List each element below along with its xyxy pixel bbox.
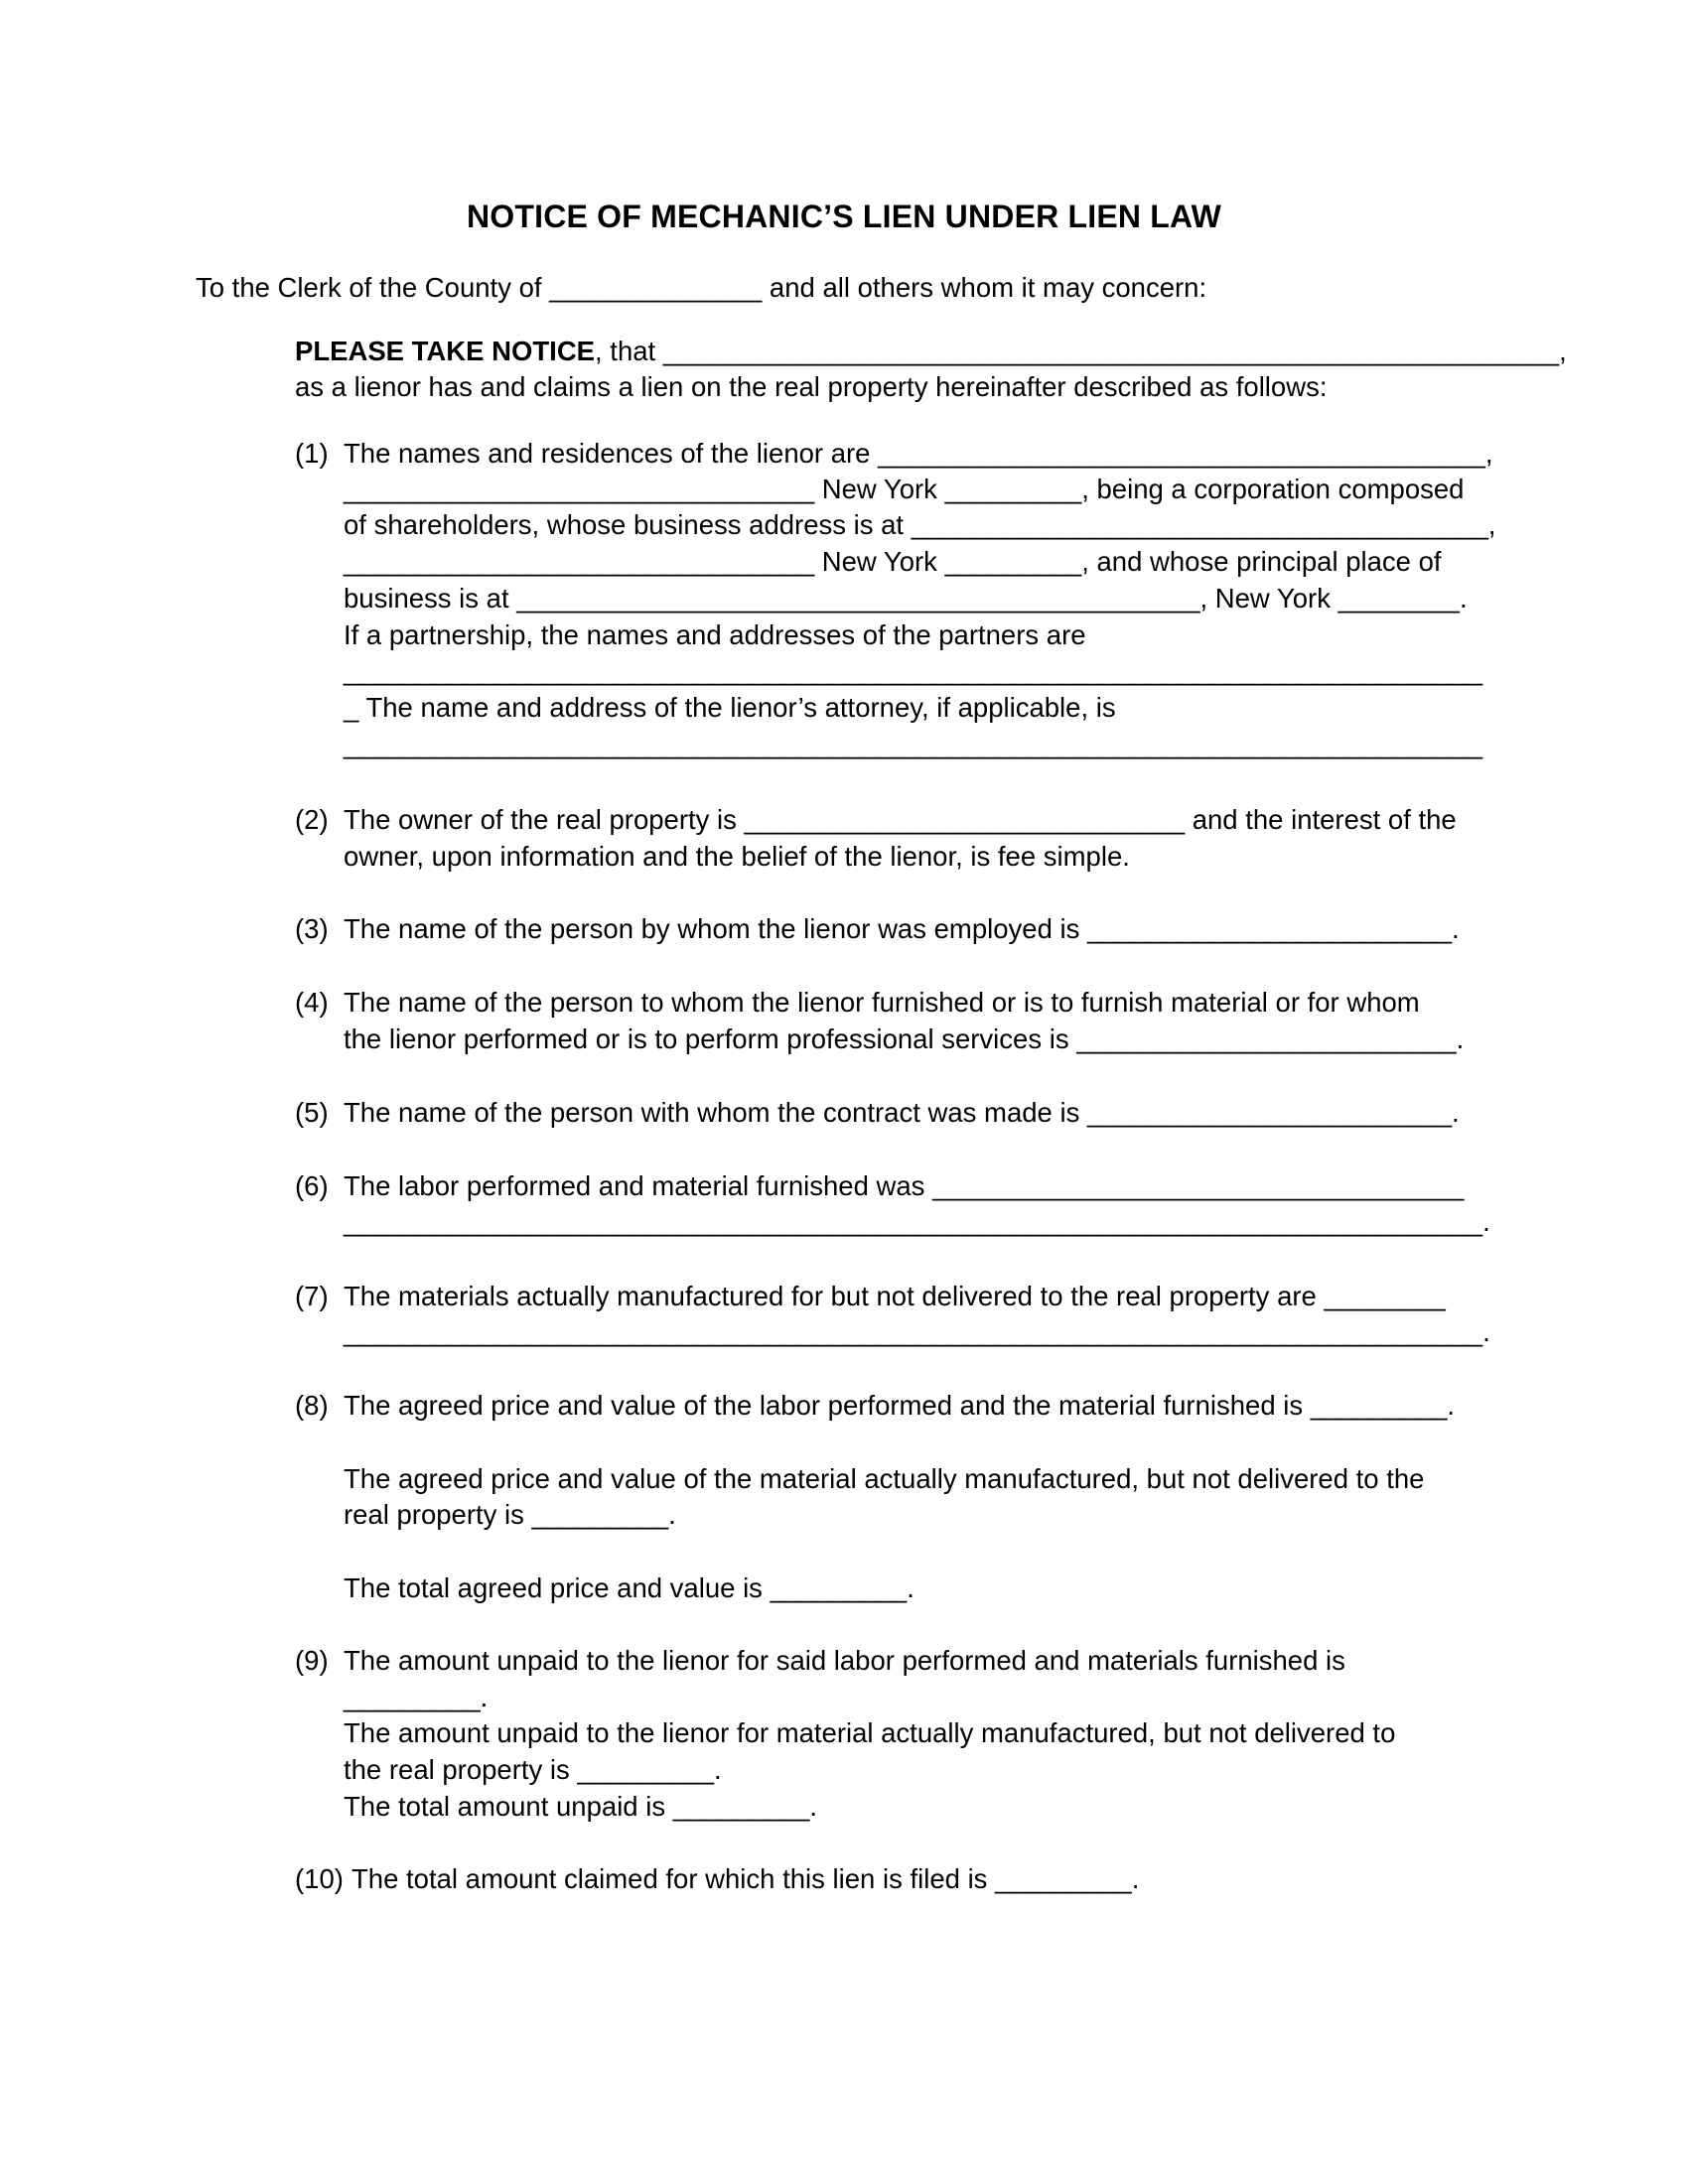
item-1-line-8: _ The name and address of the lienor’s attorney, if applicable, is (344, 692, 1116, 723)
page-title: NOTICE OF MECHANIC’S LIEN UNDER LIEN LAW (467, 199, 1221, 234)
item-1-line-2: _______________________________ New York _________, being a corporation composed (344, 474, 1465, 504)
item-9-line-4: the real property is _________. (344, 1754, 722, 1785)
item-6-number: (6) (295, 1170, 329, 1201)
item-7-number: (7) (295, 1281, 329, 1311)
item-3-line-1: The name of the person by whom the lienor was employed is ________________________. (344, 913, 1460, 944)
notice-line-1 (295, 334, 1567, 369)
addressee-line: To the Clerk of the County of ______________ and all others whom it may concern: (196, 272, 1207, 303)
item-1-line-1: The names and residences of the lienor are ________________________________________, (344, 438, 1493, 469)
item-9-number: (9) (295, 1645, 329, 1676)
item-6-line-1: The labor performed and material furnished was ___________________________________ (344, 1170, 1465, 1201)
item-7-line-1: The materials actually manufactured for but not delivered to the real property are ________ (344, 1281, 1446, 1311)
item-8-line-1: The agreed price and value of the labor performed and the material furnished is _________. (344, 1390, 1456, 1421)
item-1-number: (1) (295, 438, 329, 469)
item-10-line-1: The total amount claimed for which this lien is filed is _________. (352, 1863, 1140, 1894)
item-1-line-3: of shareholders, whose business address is at ______________________________________, (344, 509, 1496, 540)
item-1-line-7: ___________________________________________________________________________ (344, 655, 1483, 686)
item-2-number: (2) (295, 804, 329, 835)
item-1-line-9: ___________________________________________________________________________ (344, 729, 1483, 759)
item-9-line-2: _________. (344, 1682, 489, 1712)
notice-bold-lead: PLEASE TAKE NOTICE (295, 336, 596, 366)
item-4-line-2: the lienor performed or is to perform professional services is _________________________. (344, 1024, 1465, 1054)
item-1-line-5: business is at _____________________________________________, New York ________. (344, 583, 1468, 614)
item-4-number: (4) (295, 987, 329, 1018)
notice-line-1-rest: , that ___________________________________________________________, (595, 336, 1567, 366)
item-3-number: (3) (295, 913, 329, 944)
item-2-line-2: owner, upon information and the belief of the lienor, is fee simple. (344, 841, 1130, 872)
item-1-line-4: _______________________________ New York _________, and whose principal place of (344, 546, 1442, 577)
item-1-line-6: If a partnership, the names and addresses of the partners are (344, 619, 1086, 650)
item-8-line-3: real property is _________. (344, 1499, 676, 1530)
item-7-line-2: ___________________________________________________________________________. (344, 1316, 1490, 1347)
item-4-line-1: The name of the person to whom the lienor furnished or is to furnish material or for whom (344, 987, 1420, 1018)
item-6-line-2: ___________________________________________________________________________. (344, 1206, 1490, 1237)
item-9-line-5: The total amount unpaid is _________. (344, 1791, 818, 1822)
item-9-line-1: The amount unpaid to the lienor for said labor performed and materials furnished is (344, 1645, 1345, 1676)
item-8-line-4: The total agreed price and value is _________. (344, 1572, 914, 1603)
item-8-number: (8) (295, 1390, 329, 1421)
item-10-number: (10) (295, 1863, 344, 1894)
notice-line-2: as a lienor has and claims a lien on the real property hereinafter described as follows: (295, 371, 1328, 402)
item-8-line-2: The agreed price and value of the material actually manufactured, but not delivered to the (344, 1463, 1425, 1494)
item-9-line-3: The amount unpaid to the lienor for material actually manufactured, but not delivered to (344, 1717, 1396, 1748)
item-5-line-1: The name of the person with whom the contract was made is ________________________. (344, 1097, 1460, 1128)
item-2-line-1: The owner of the real property is _____________________________ and the interest of the (344, 804, 1457, 835)
item-5-number: (5) (295, 1097, 329, 1128)
